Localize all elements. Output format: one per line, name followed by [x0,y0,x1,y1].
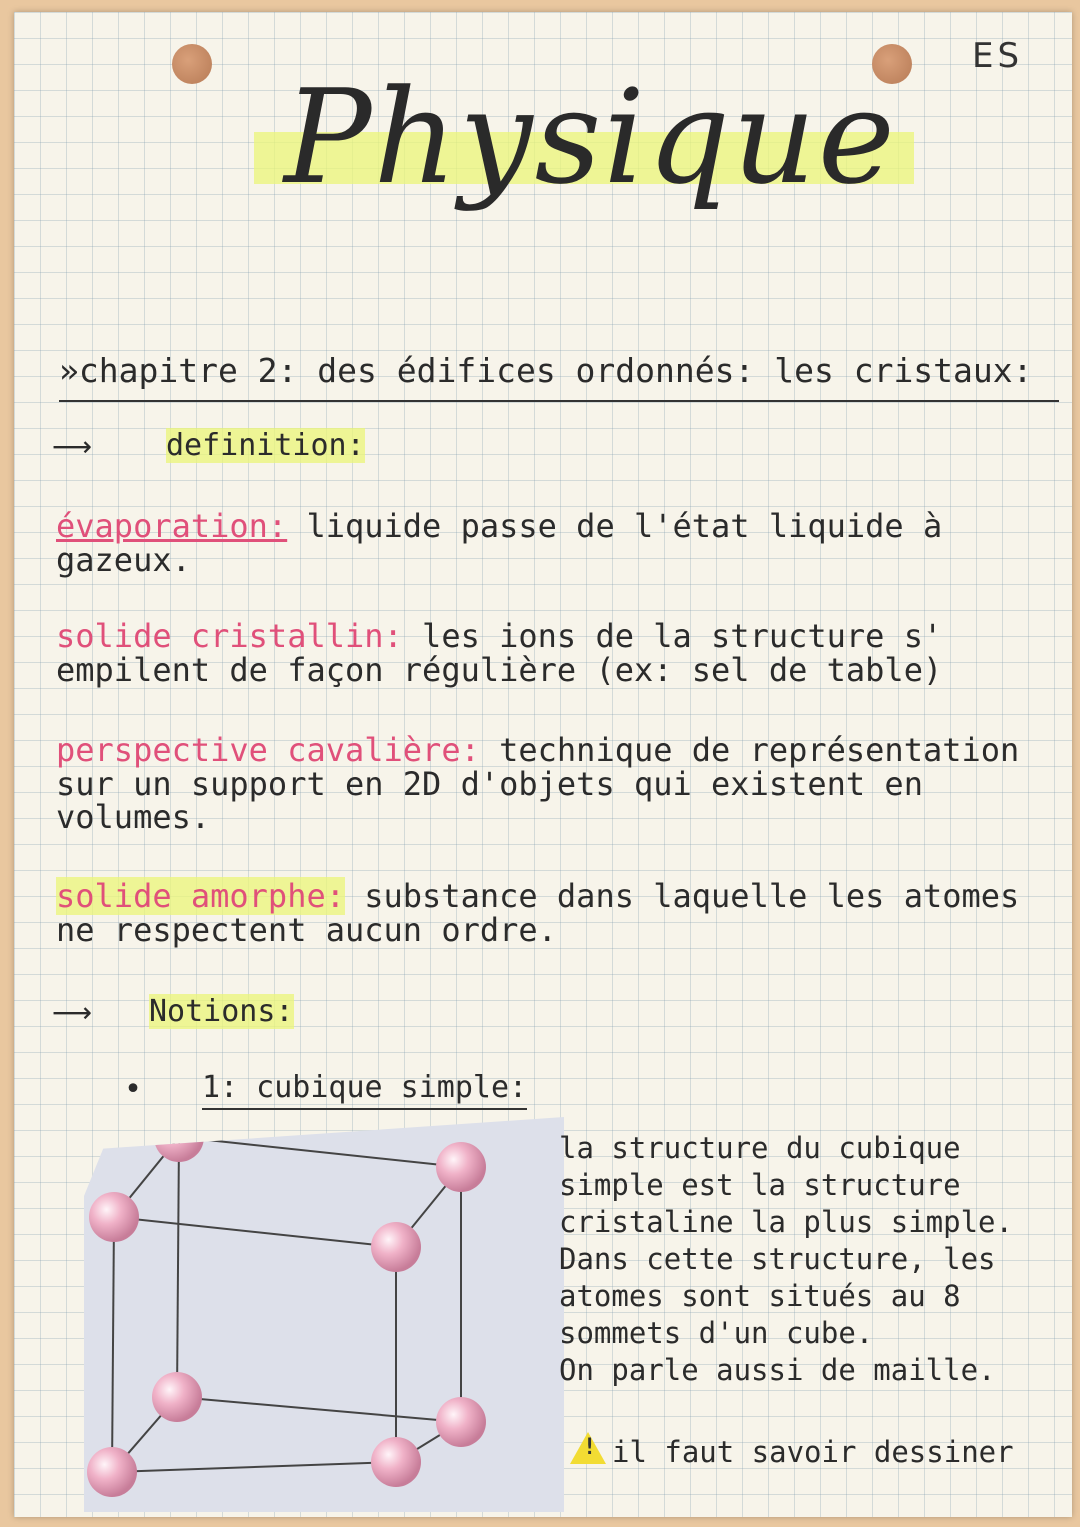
cube-edge [112,1217,114,1472]
warning-text: il faut savoir dessiner [612,1435,1014,1469]
atom [89,1192,139,1242]
atom [154,1117,204,1162]
description-line: cristaline la plus simple. [559,1205,1013,1239]
description-line: atomes sont situés au 8 [559,1279,961,1313]
notebook-page [14,12,1072,1517]
section-tag: ES [972,36,1024,76]
description-line: Dans cette structure, les [559,1242,996,1276]
cube-edge [179,1137,461,1167]
definition-text: les ions de la structure s' empilent de façon régulière (ex: sel de table) [56,617,943,689]
notion-description [559,1130,1059,1389]
atom [371,1437,421,1487]
atom [87,1447,137,1497]
chapter-underline [59,400,1059,402]
page-title: Physique [284,61,897,213]
definition-term: solide amorphe: [56,877,345,915]
definition-text: technique de représentation sur un support en 2D d'objets qui existent en volumes. [56,731,1020,837]
definition-term: solide cristallin: [56,617,403,655]
cubic-structure-figure [84,1117,564,1512]
description-line: la structure du cubique [559,1131,961,1165]
definition-item [56,617,1046,689]
atom [152,1372,202,1422]
description-line: sommets d'un cube. [559,1316,874,1350]
bullet-icon: • [124,1072,143,1107]
chapter-heading: »chapitre 2: des édifices ordonnés: les cristaux: [59,351,1033,390]
definition-item [56,877,1046,949]
punch-hole-left [172,44,212,84]
atom [436,1397,486,1447]
atom [371,1222,421,1272]
arrow-icon: ⟶ [52,996,93,1029]
definition-item [56,507,1016,579]
definition-item [56,731,1056,837]
notions-heading: Notions: [149,994,294,1029]
cube-diagram [84,1117,564,1512]
notion-item-title: 1: cubique simple: [202,1072,527,1110]
atom [436,1142,486,1192]
description-line: On parle aussi de maille. [559,1353,996,1387]
definition-text: liquide passe de l'état liquide à gazeux. [56,507,943,579]
cube-edge [112,1462,396,1472]
warning-icon [570,1432,606,1464]
definition-text: substance dans laquelle les atomes ne respectent aucun ordre. [56,877,1020,949]
warning-note [570,1432,1014,1467]
cube-atoms [87,1117,486,1497]
definition-term: évaporation: [56,507,288,545]
cube-edge [177,1137,179,1397]
description-line: simple est la structure [559,1168,961,1202]
cube-edges [112,1137,461,1472]
definition-heading: definition: [166,428,365,463]
cube-edge [114,1217,396,1247]
arrow-icon: ⟶ [52,430,93,463]
definition-term: perspective cavalière: [56,731,480,769]
cube-edge [177,1397,461,1422]
